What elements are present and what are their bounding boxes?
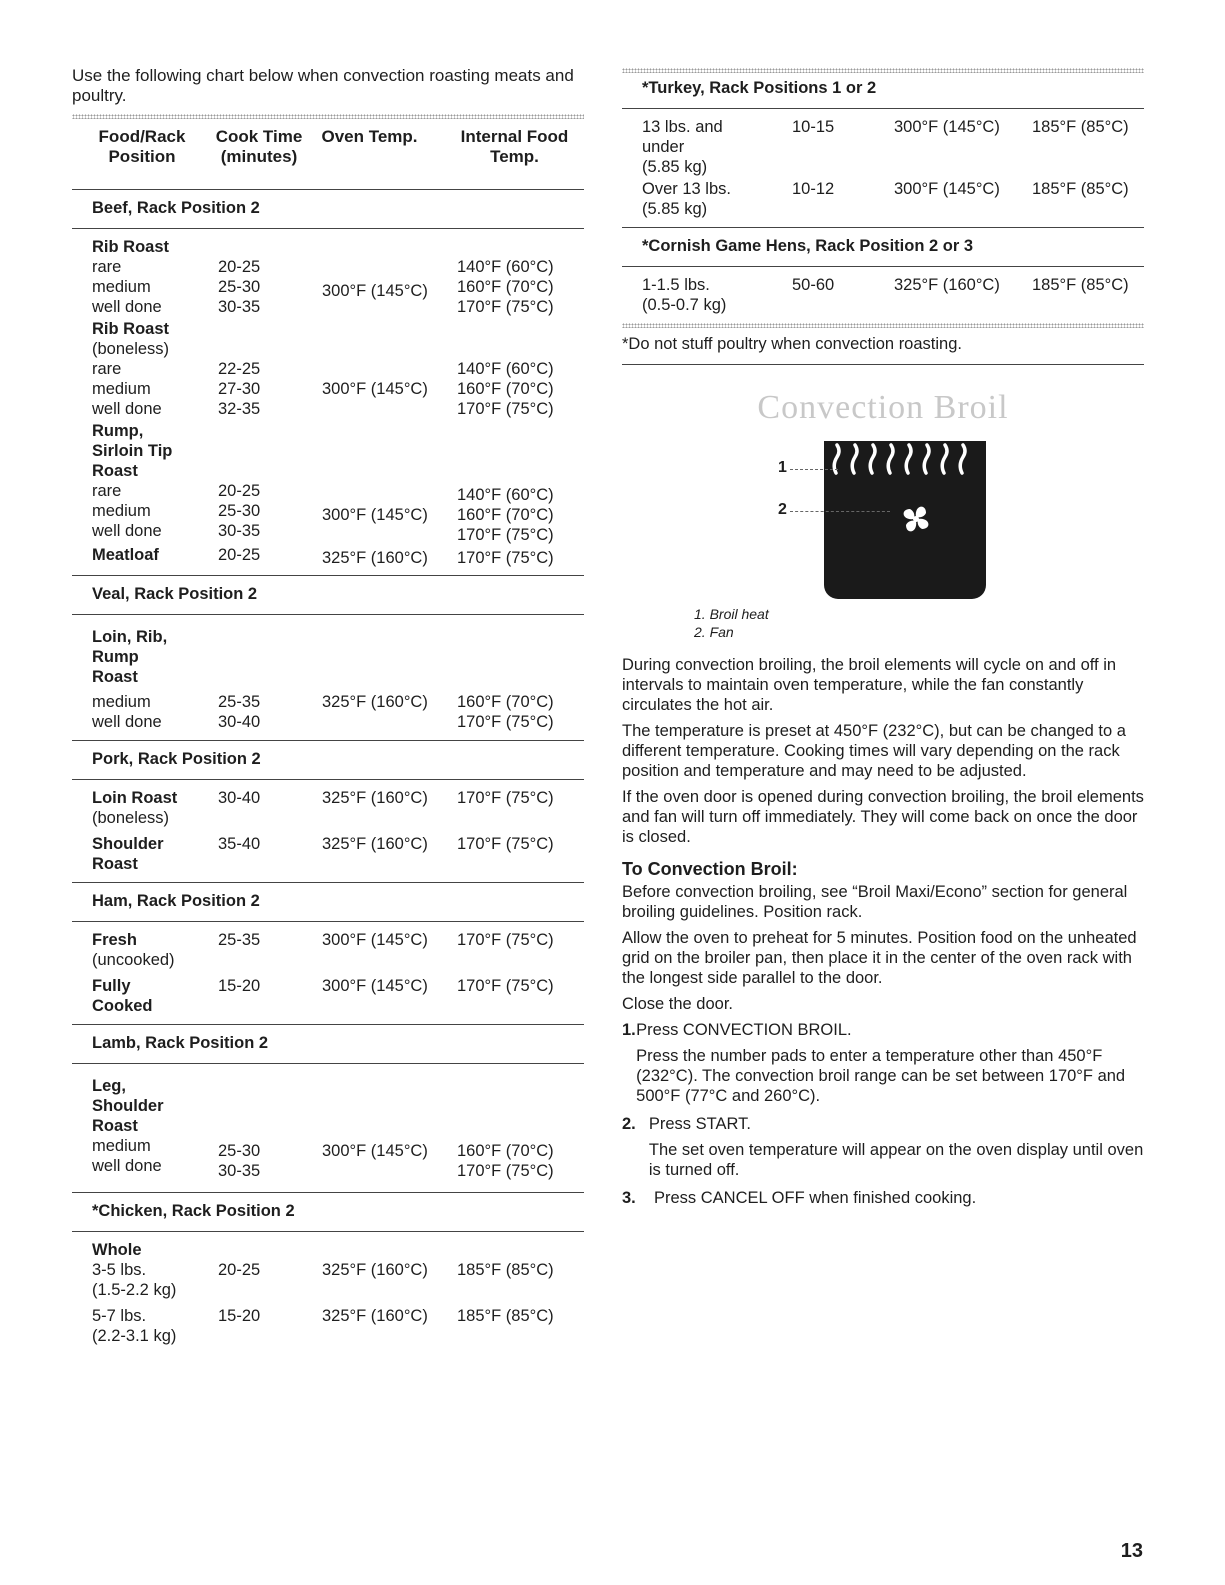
table-row: well done 30-35 170°F (75°C) <box>92 298 554 316</box>
convection-broil-figure <box>622 365 1144 605</box>
table-row: Shoulder 35-40 325°F (160°C) 170°F (75°C) <box>92 835 554 853</box>
table-row: medium 27-30 300°F (145°C) 160°F (70°C) <box>92 380 554 398</box>
table-row: rare 22-25 140°F (60°C) <box>92 360 554 378</box>
food-note: (2.2-3.1 kg) <box>92 1327 177 1345</box>
table-header <box>72 119 584 189</box>
food-label: Roast <box>92 668 138 686</box>
callout-1-line <box>790 469 838 470</box>
section-beef: Beef, Rack Position 2 <box>72 189 584 229</box>
ham-group <box>72 922 584 1024</box>
callout-2: 2 <box>778 501 787 518</box>
dotted-divider <box>622 323 1144 328</box>
paragraph: If the oven door is opened during convection broiling, the broil elements and fan will turn off immediately. They will come back on once the door is closed. <box>622 788 1144 846</box>
header-cook-time: Cook Time (minutes) <box>215 127 303 166</box>
callout-2-line <box>790 511 890 512</box>
beef-group <box>72 229 584 575</box>
table-row: medium 25-30 300°F (145°C) 160°F (70°C) <box>92 502 554 524</box>
broil-heat-icon <box>824 441 986 599</box>
food-label: Sirloin Tip <box>92 442 173 460</box>
callout-1: 1 <box>778 459 787 476</box>
oven-cavity <box>824 441 986 599</box>
food-note: (5.85 kg) <box>642 158 708 176</box>
food-label: Loin, Rib, <box>92 628 168 646</box>
veal-group <box>72 615 584 740</box>
section-heading: To Convection Broil: <box>622 859 798 879</box>
pork-group <box>72 780 584 882</box>
broil-column <box>622 66 1144 1216</box>
table-row: medium 25-30 300°F (145°C) 160°F (70°C) <box>92 278 554 300</box>
step-2: 2. Press START. The set oven temperature will appear on the oven display until oven is turned off. <box>622 1115 1144 1179</box>
section-ham: Ham, Rack Position 2 <box>72 882 584 922</box>
figure-captions <box>622 605 1144 641</box>
food-label: Rib Roast <box>92 320 170 338</box>
food-label: Roast <box>92 462 138 480</box>
table-row: Loin Roast 30-40 325°F (160°C) 170°F (75°C) <box>92 789 554 807</box>
header-internal-temp: Internal Food Temp. <box>460 127 569 166</box>
section-veal: Veal, Rack Position 2 <box>72 575 584 615</box>
paragraph: During convection broiling, the broil elements will cycle on and off in intervals to maintain oven temperature, while the fan constantly circulates the hot air. <box>622 656 1117 714</box>
table-row: Over 13 lbs. 10-12 300°F (145°C) 185°F (85°C) <box>642 180 1129 198</box>
paragraph: The temperature is preset at 450°F (232°C), but can be changed to a different temperature. Cooking times will vary depending on the rack position and temperature and may need to be adjusted. <box>622 722 1126 780</box>
chicken-group <box>72 1232 584 1354</box>
food-note: (0.5-0.7 kg) <box>642 296 727 314</box>
header-food-rack: Food/Rack Position <box>98 127 186 166</box>
section-chicken: *Chicken, Rack Position 2 <box>72 1192 584 1232</box>
food-label: Rump, <box>92 422 144 440</box>
food-note: under <box>642 138 685 156</box>
section-pork: Pork, Rack Position 2 <box>72 740 584 780</box>
food-note: (uncooked) <box>92 951 175 969</box>
food-label: Roast <box>92 1117 138 1135</box>
table-row: well done 32-35 170°F (75°C) <box>92 400 554 418</box>
table-row: well done 30-40 170°F (75°C) <box>92 713 554 731</box>
caption-fan: 2. Fan <box>694 624 734 640</box>
turkey-group <box>622 109 1144 227</box>
header-oven-temp: Oven Temp. <box>321 127 418 146</box>
caption-broil-heat: 1. Broil heat <box>694 606 769 622</box>
paragraph: Close the door. <box>622 995 733 1013</box>
table-row: 5-7 lbs. 15-20 325°F (160°C) 185°F (85°C) <box>92 1307 554 1325</box>
section-cornish-hens: *Cornish Game Hens, Rack Position 2 or 3 <box>622 227 1144 267</box>
food-label: Leg, <box>92 1077 126 1095</box>
food-label: Whole <box>92 1241 142 1259</box>
food-note: (boneless) <box>92 809 170 827</box>
table-row: medium 25-30 300°F (145°C) 160°F (70°C) <box>92 1137 554 1160</box>
lamb-group <box>72 1064 584 1192</box>
table-row: medium 25-35 325°F (160°C) 160°F (70°C) <box>92 693 554 711</box>
hens-group <box>622 267 1144 323</box>
food-label: Shoulder <box>92 1097 164 1115</box>
roasting-chart-column <box>72 66 584 1354</box>
step-1: 1. Press CONVECTION BROIL. Press the number pads to enter a temperature other than 450°F (232°C). The convection broil range can be set between 170°F and 500°F (77°C and 260°C). <box>622 1021 1126 1105</box>
food-label: Roast <box>92 855 138 873</box>
food-note: (5.85 kg) <box>642 200 708 218</box>
paragraph: Allow the oven to preheat for 5 minutes. Position food on the unheated grid on the broiler pan, then place it in the center of the oven rack with the longest side parallel to the door. <box>622 929 1137 987</box>
section-lamb: Lamb, Rack Position 2 <box>72 1024 584 1064</box>
food-label: Rib Roast <box>92 238 170 256</box>
table-row: 3-5 lbs. 20-25 325°F (160°C) 185°F (85°C) <box>92 1261 554 1279</box>
food-label: Rump <box>92 648 139 666</box>
table-row: 13 lbs. and 10-15 300°F (145°C) 185°F (85°C) <box>642 118 1129 136</box>
fan-icon <box>904 507 929 532</box>
table-row: well done 30-35 170°F (75°C) <box>92 522 554 544</box>
table-row: Meatloaf 20-25 325°F (160°C) 170°F (75°C) <box>92 546 554 567</box>
table-row: rare 20-25 140°F (60°C) <box>92 482 554 504</box>
step-3: 3. Press CANCEL OFF when finished cooking. <box>622 1189 977 1207</box>
table-row: 1-1.5 lbs. 50-60 325°F (160°C) 185°F (85°C) <box>642 276 1129 294</box>
figure-title: Convection Broil <box>757 389 1009 426</box>
paragraph: Before convection broiling, see “Broil Maxi/Econo” section for general broiling guidelines. Position rack. <box>622 883 1128 921</box>
table-row: Fresh 25-35 300°F (145°C) 170°F (75°C) <box>92 931 554 949</box>
table-row: well done 30-35 170°F (75°C) <box>92 1157 554 1180</box>
table-row: rare 20-25 140°F (60°C) <box>92 258 554 276</box>
table-row: Fully 15-20 300°F (145°C) 170°F (75°C) <box>92 977 554 995</box>
food-note: (1.5-2.2 kg) <box>92 1281 177 1299</box>
food-note: (boneless) <box>92 340 170 358</box>
footnote: *Do not stuff poultry when convection roasting. <box>622 335 962 353</box>
section-turkey: *Turkey, Rack Positions 1 or 2 <box>622 73 1144 109</box>
page-number: 13 <box>1120 1540 1143 1562</box>
food-label: Cooked <box>92 997 153 1015</box>
intro-text: Use the following chart below when convection roasting meats and poultry. <box>72 66 574 105</box>
